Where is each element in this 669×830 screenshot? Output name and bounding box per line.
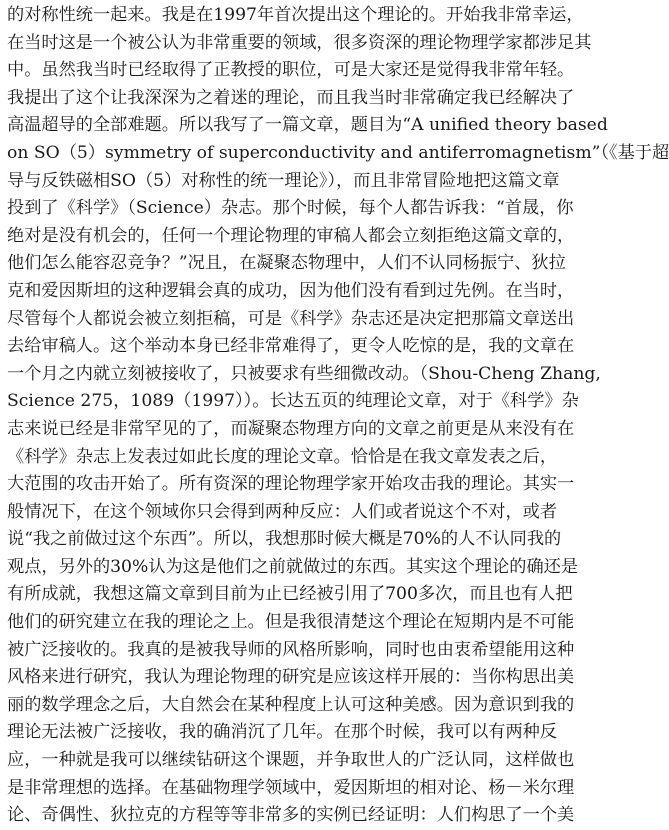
text-line: 在当时这是一个被公认为非常重要的领域，很多资深的理论物理学家都涉足其 — [7, 32, 592, 53]
text-line: 般情况下，在这个领域你只会得到两种反应：人们或者说这个不对，或者 — [7, 501, 558, 522]
text-line: 尽管每个人都说会被立刻拒稿，可是《科学》杂志还是决定把那篇文章送出 — [7, 308, 575, 329]
text-line: 的对称性统一起来。我是在1997年首次提出这个理论的。开始我非常幸运， — [7, 5, 584, 25]
text-line: 他们怎么能容忍竞争？”况且，在凝聚态物理中，人们不认同杨振宁、狄拉 — [7, 253, 566, 274]
text-line: 论、奇偶性、狄拉克的方程等等非常多的实例已经证明：人们构思了一个美 — [7, 805, 575, 826]
text-line: 大范围的攻击开始了。所有资深的理论物理学家开始攻击我的理论。其实一 — [7, 474, 575, 495]
text-line: 被广泛接收的。我真的是被我导师的风格所影响，同时也由衷希望能用这种 — [7, 639, 575, 660]
text-line: 我提出了这个让我深深为之着迷的理论，而且我当时非常确定我已经解决了 — [7, 87, 575, 108]
text-line: Science 275，1089（1997））。长达五页的纯理论文章，对于《科学》杂 — [7, 391, 579, 412]
text-line: 绝对是没有机会的，任何一个理论物理的审稿人都会立刻拒绝这篇文章的， — [7, 225, 575, 246]
text-line: 观点，另外的30%认为这是他们之前就做过的东西。其实这个理论的确还是 — [7, 556, 579, 577]
text-line: 克和爱因斯坦的这种逻辑会真的成功，因为他们没有看到过先例。在当时， — [7, 280, 575, 301]
text-line: 导与反铁磁相SO（5）对称性的统一理论》），而且非常冒险地把这篇文章 — [7, 170, 560, 191]
text-line: 理论无法被广泛接收，我的确消沉了几年。在那个时候，我可以有两种反 — [7, 722, 558, 743]
text-line: 丽的数学理念之后，大自然会在某种程度上认可这种美感。因为意识到我的 — [7, 694, 575, 715]
text-line: 是非常理想的选择。在基础物理学领域中，爱因斯坦的相对论、杨－米尔理 — [7, 777, 575, 798]
text-line: 投到了《科学》（Science）杂志。那个时候，每个人都告诉我：“首晟，你 — [7, 198, 574, 219]
text-line: on SO（5）symmetry of superconductivity and antiferromagnetism”（《基于超 — [7, 142, 669, 163]
text-line: 中。虽然我当时已经取得了正教授的职位，可是大家还是觉得我非常年轻。 — [7, 60, 575, 81]
text-line: 风格来进行研究，我认为理论物理的研究是应该这样开展的：当你构思出美 — [7, 667, 575, 688]
text-line: 说“我之前做过这个东西”。所以，我想那时候大概是70%的人不认同我的 — [7, 529, 562, 550]
text-line: 去给审稿人。这个举动本身已经非常难得了，更令人吃惊的是，我的文章在 — [7, 336, 575, 357]
text-line: 他们的研究建立在我的理论之上。但是我很清楚这个理论在短期内是不可能 — [7, 612, 575, 633]
text-line: 应，一种就是我可以继续钻研这个课题，并争取世人的广泛认同，这样做也 — [7, 750, 575, 771]
text-line: 《科学》杂志上发表过如此长度的理论文章。恰恰是在我文章发表之后， — [7, 446, 558, 467]
text-line: 志来说已经是非常罕见的了，而凝聚态物理方向的文章之前更是从来没有在 — [7, 418, 575, 439]
text-line: 一个月之内就立刻被接收了，只被要求有些细微改动。（Shou-Cheng Zhang, — [7, 363, 601, 384]
text-line: 有所成就，我想这篇文章到目前为止已经被引用了700多次，而且也有人把 — [7, 584, 573, 605]
text-line: 高温超导的全部难题。所以我写了一篇文章，题目为“A unified theory based — [7, 115, 608, 136]
